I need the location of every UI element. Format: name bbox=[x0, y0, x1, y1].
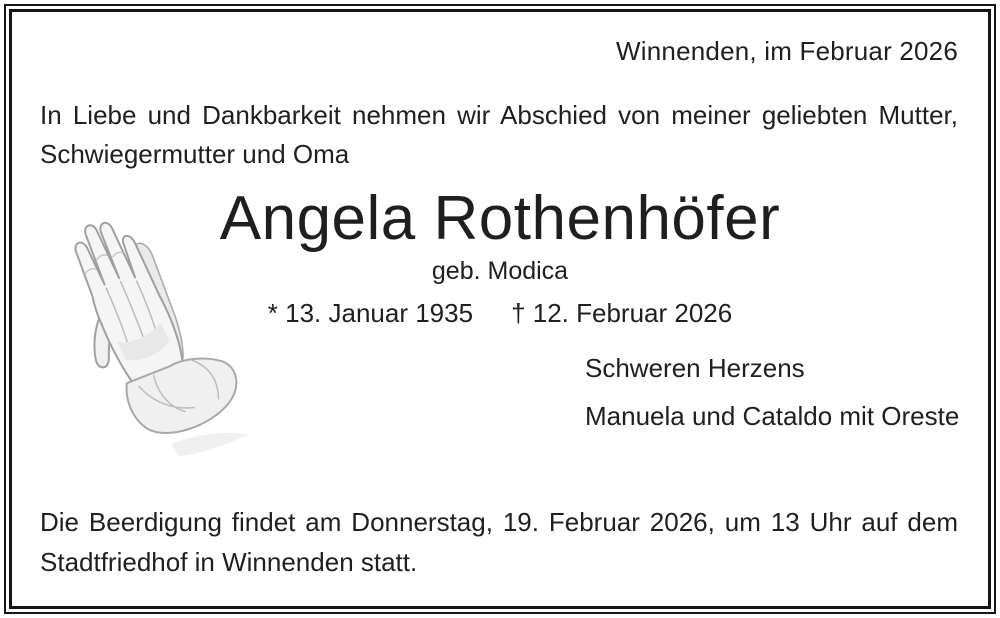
birth-date: * 13. Januar 1935 bbox=[267, 298, 474, 328]
intro-line-2: Schwiegermutter und Oma bbox=[40, 139, 350, 169]
funeral-line-1: Die Beerdigung findet am Donnerstag, 19. Februar 2026, um 13 Uhr auf dem bbox=[40, 507, 958, 537]
mourner-names: Manuela und Cataldo mit Oreste bbox=[585, 401, 960, 431]
closing-phrase: Schweren Herzens bbox=[585, 353, 805, 383]
maiden-name: geb. Modica bbox=[431, 257, 569, 285]
deceased-name: Angela Rothenhöfer bbox=[219, 184, 781, 253]
place-dateline: Winnenden, im Februar 2026 bbox=[616, 36, 958, 66]
funeral-paragraph bbox=[40, 502, 958, 582]
death-date: † 12. Februar 2026 bbox=[511, 298, 733, 328]
mourners-block bbox=[585, 353, 959, 431]
life-dates bbox=[0, 298, 1000, 329]
intro-line-1: In Liebe und Dankbarkeit nehmen wir Abschied von meiner geliebten Mutter, bbox=[40, 100, 958, 130]
funeral-line-2: Stadtfriedhof in Winnenden statt. bbox=[40, 547, 418, 577]
intro-paragraph bbox=[40, 96, 958, 174]
